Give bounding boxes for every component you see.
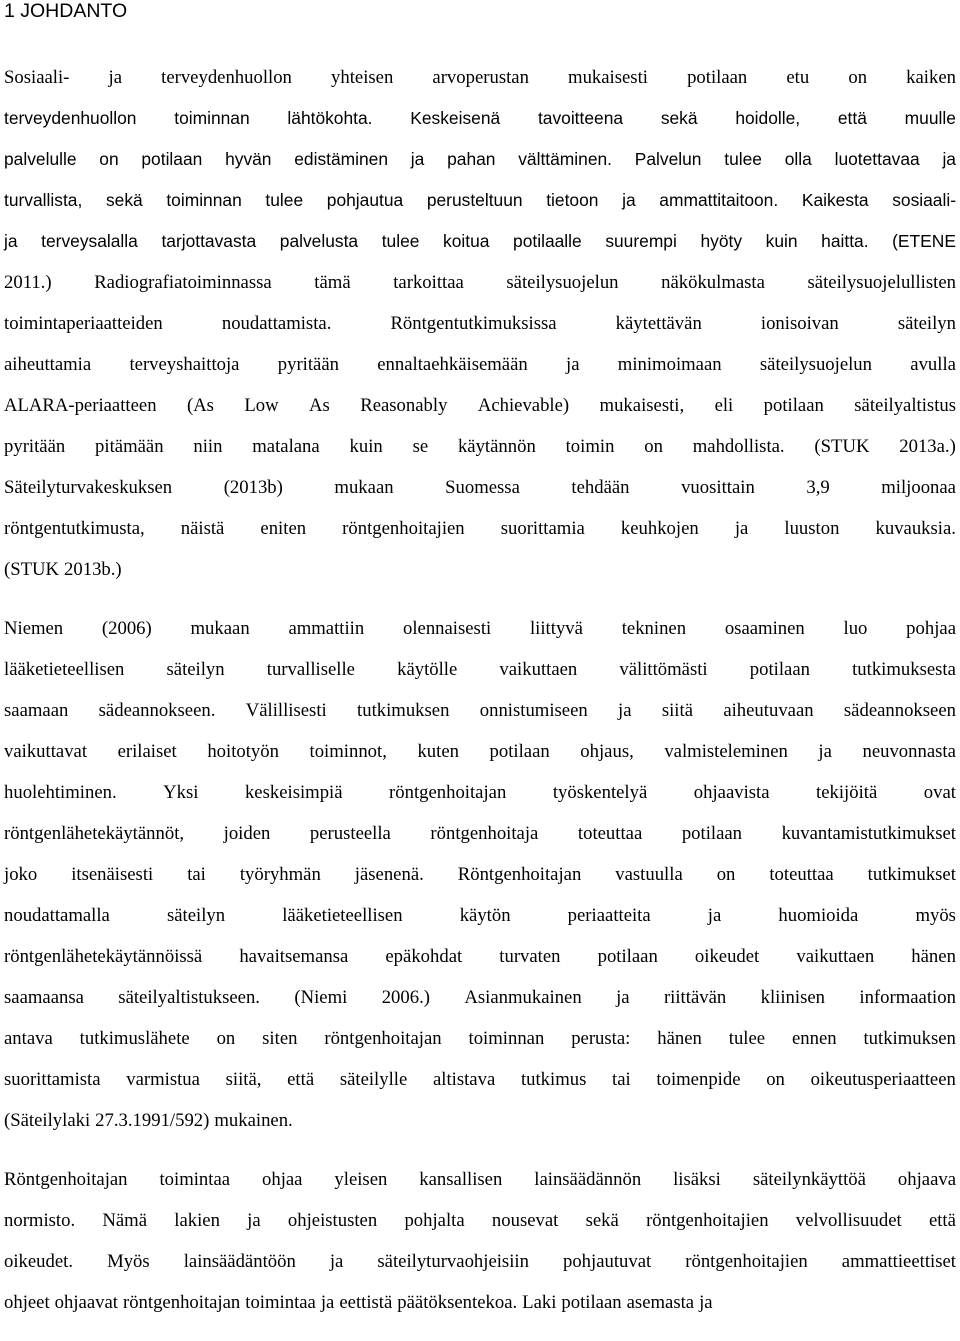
- paragraph: [4, 608, 956, 1141]
- text-line: 2011.) Radiografiatoiminnassa tämä tarkoittaa säteilysuojelun näkökulmasta säteilysuojelullisten: [4, 272, 956, 293]
- text-line: aiheuttamia terveyshaittoja pyritään ennaltaehkäisemään ja minimoimaan säteilysuojelun avulla: [4, 354, 956, 375]
- text-line: ohjeet ohjaavat röntgenhoitajan toimintaa ja eettistä päätöksentekoa. Laki potilaan asemasta ja: [4, 1292, 713, 1313]
- text-line: noudattamalla säteilyn lääketieteellisen käytön periaatteita ja huomioida myös: [4, 905, 956, 926]
- text-line: ALARA-periaatteen (As Low As Reasonably Achievable) mukaisesti, eli potilaan säteilyaltistus: [4, 395, 956, 416]
- text-line: saamaan sädeannokseen. Välillisesti tutkimuksen onnistumiseen ja siitä aiheutuvaan sädeannokseen: [4, 700, 956, 721]
- body-text: [4, 57, 956, 1323]
- text-line: röntgenlähetekäytännöissä havaitsemansa epäkohdat turvaten potilaan oikeudet vaikuttaen hänen: [4, 946, 956, 967]
- text-line: palvelulle on potilaan hyvän edistäminen ja pahan välttäminen. Palvelun tulee olla luotettavaa ja: [4, 149, 956, 169]
- paragraph: [4, 57, 956, 590]
- text-line: Niemen (2006) mukaan ammattiin olennaisesti liittyvä tekninen osaaminen luo pohjaa: [4, 618, 956, 639]
- text-line: (STUK 2013b.): [4, 559, 122, 580]
- text-line: saamaansa säteilyaltistukseen. (Niemi 2006.) Asianmukainen ja riittävän kliinisen informaation: [4, 987, 956, 1008]
- text-line: antava tutkimuslähete on siten röntgenhoitajan toiminnan perusta: hänen tulee ennen tutkimuksen: [4, 1028, 956, 1049]
- text-line: huolehtiminen. Yksi keskeisimpiä röntgenhoitajan työskentelyä ohjaavista tekijöitä ovat: [4, 782, 956, 803]
- text-line: oikeudet. Myös lainsäädäntöön ja säteilyturvaohjeisiin pohjautuvat röntgenhoitajien ammattieettiset: [4, 1251, 956, 1272]
- text-line: terveydenhuollon toiminnan lähtökohta. Keskeisenä tavoitteena sekä hoidolle, että muulle: [4, 108, 956, 128]
- text-line: vaikuttavat erilaiset hoitotyön toiminnot, kuten potilaan ohjaus, valmisteleminen ja neuvonnasta: [4, 741, 956, 762]
- paragraph: [4, 1159, 956, 1323]
- text-line: joko itsenäisesti tai työryhmän jäsenenä. Röntgenhoitajan vastuulla on toteuttaa tutkimukset: [4, 864, 956, 885]
- text-line: röntgentutkimusta, näistä eniten röntgenhoitajien suorittamia keuhkojen ja luuston kuvauksia.: [4, 518, 956, 539]
- text-line: normisto. Nämä lakien ja ohjeistusten pohjalta nousevat sekä röntgenhoitajien velvollisuudet että: [4, 1210, 956, 1231]
- text-line: (Säteilylaki 27.3.1991/592) mukainen.: [4, 1110, 293, 1131]
- chapter-heading: 1 JOHDANTO: [4, 0, 128, 22]
- text-line: pyritään pitämään niin matalana kuin se käytännön toimin on mahdollista. (STUK 2013a.): [4, 436, 956, 457]
- text-line: Sosiaali- ja terveydenhuollon yhteisen arvoperustan mukaisesti potilaan etu on kaiken: [4, 67, 956, 88]
- text-line: suorittamista varmistua siitä, että säteilylle altistava tutkimus tai toimenpide on oikeutusperiaatteen: [4, 1069, 956, 1090]
- document-page: [4, 0, 956, 1323]
- text-line: röntgenlähetekäytännöt, joiden perusteella röntgenhoitaja toteuttaa potilaan kuvantamistutkimukset: [4, 823, 956, 844]
- text-line: toimintaperiaatteiden noudattamista. Röntgentutkimuksissa käytettävän ionisoivan säteilyn: [4, 313, 956, 334]
- text-line: ja terveysalalla tarjottavasta palvelusta tulee koitua potilaalle suurempi hyöty kuin haitta. (ETENE: [4, 231, 956, 251]
- text-line: turvallista, sekä toiminnan tulee pohjautua perusteltuun tietoon ja ammattitaitoon. Kaikesta sosiaali-: [4, 190, 956, 210]
- text-line: lääketieteellisen säteilyn turvalliselle käytölle vaikuttaen välittömästi potilaan tutkimuksesta: [4, 659, 956, 680]
- text-line: Röntgenhoitajan toimintaa ohjaa yleisen kansallisen lainsäädännön lisäksi säteilynkäyttöä ohjaava: [4, 1169, 956, 1190]
- text-line: Säteilyturvakeskuksen (2013b) mukaan Suomessa tehdään vuosittain 3,9 miljoonaa: [4, 477, 956, 498]
